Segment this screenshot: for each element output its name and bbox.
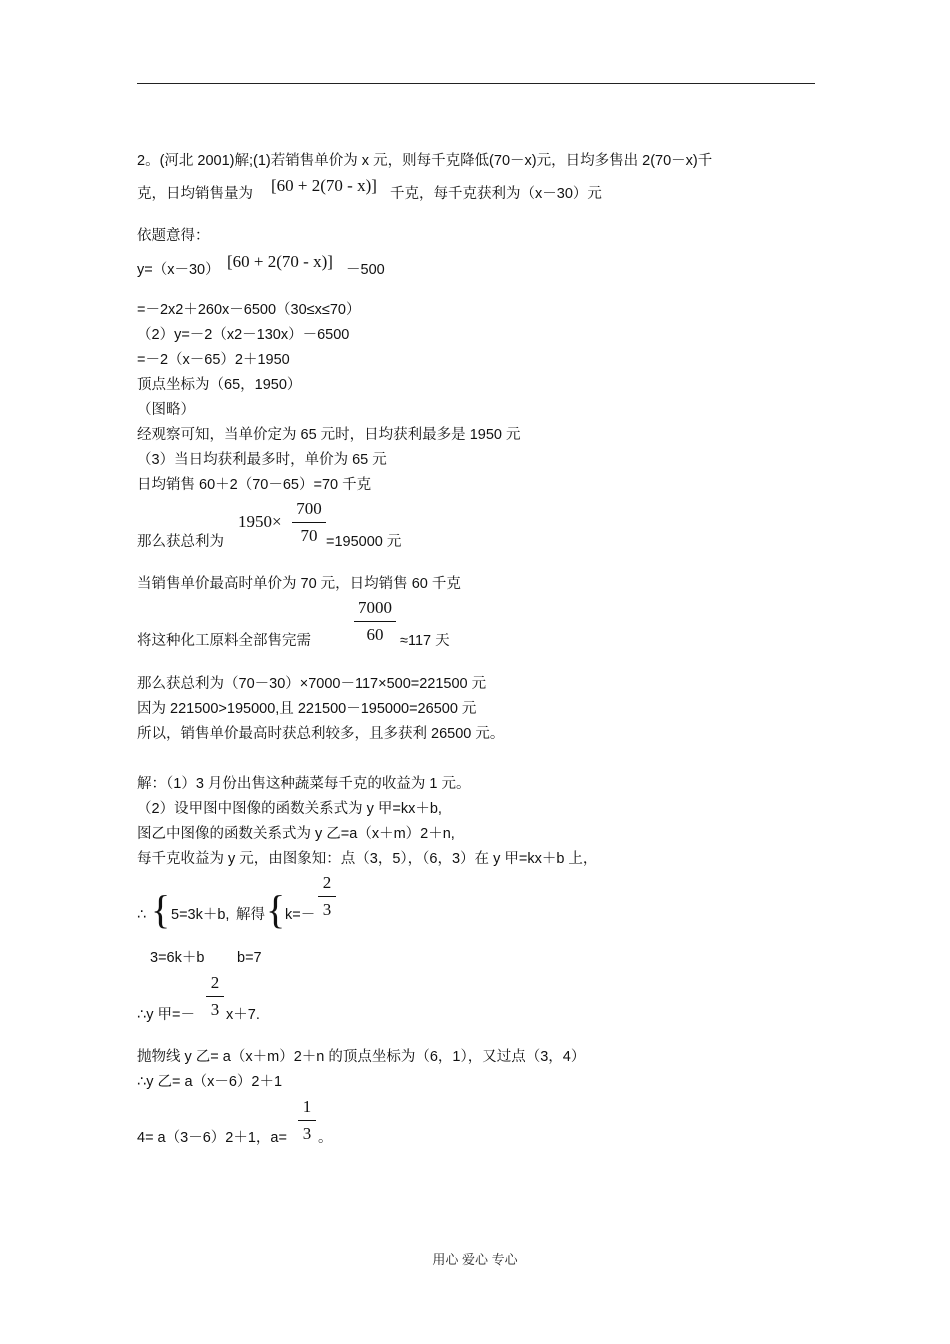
p1-tulue: （图略） xyxy=(137,402,195,418)
p2-eq1: 5=3k＋b, xyxy=(171,907,230,923)
fraction-bar xyxy=(318,896,336,897)
p2-a-fraction xyxy=(298,1096,316,1145)
p1-vertex-form: =－2（x－65）2＋1950 xyxy=(137,352,290,368)
p1-because: 因为 221500>195000,且 221500－195000=26500 元 xyxy=(137,701,477,717)
left-brace-icon: { xyxy=(151,887,171,932)
p2-solve: 解得 xyxy=(236,907,265,923)
p2-a-num: 1 xyxy=(302,1097,312,1116)
p2-therefore: ∴ xyxy=(137,907,147,923)
p1-daily: 日均销售 60＋2（70－65）=70 千克 xyxy=(137,477,372,493)
p2-a-label: 4= a（3－6）2＋1，a= xyxy=(137,1130,287,1146)
p1-q3: （3）当日均获利最多时，单价为 65 元 xyxy=(137,452,387,468)
p2-yyi: ∴y 乙= a（x－6）2＋1 xyxy=(137,1074,283,1090)
fraction-bar xyxy=(292,522,326,523)
p1-expr-a: [60 + 2(70 - x)] xyxy=(271,176,377,195)
p2-b-val: b=7 xyxy=(237,950,262,966)
p1-vertex: 顶点坐标为（65，1950） xyxy=(137,377,302,393)
p2-q2: （2）设甲图中图像的函数关系式为 y 甲=kx＋b, xyxy=(137,801,442,817)
p1-expr-b: [60 + 2(70 - x)] xyxy=(227,252,333,271)
p2-jie: 解：（1）3 月份出售这种蔬菜每千克的收益为 1 元。 xyxy=(137,776,471,792)
p2-points: 每千克收益为 y 元，由图象知：点（3，5），（6，3）在 y 甲=kx＋b 上， xyxy=(137,851,598,867)
p2-yjia-num: 2 xyxy=(210,973,220,992)
p1-profit-label: 那么获总利为 xyxy=(137,534,224,550)
p2-parabola: 抛物线 y 乙= a（x＋m）2＋n 的顶点坐标为（6，1），又过点（3，4） xyxy=(137,1049,586,1065)
p1-y-b: －500 xyxy=(346,262,385,278)
p1-profit-lead: 1950× xyxy=(238,512,282,531)
p1-highest: 当销售单价最高时单价为 70 元，日均销售 60 千克 xyxy=(137,576,461,592)
p1-sell-num: 7000 xyxy=(358,598,392,617)
p1-profit-den: 70 xyxy=(300,526,318,545)
fraction-bar xyxy=(298,1120,316,1121)
p1-profit-num: 700 xyxy=(296,499,322,518)
p1-so: 所以，销售单价最高时获总利较多，且多获利 26500 元。 xyxy=(137,726,505,742)
p1-total2: 那么获总利为（70－30）×7000－117×500=221500 元 xyxy=(137,676,487,692)
p2-k-num: 2 xyxy=(322,873,332,892)
p2-a-den: 3 xyxy=(302,1124,312,1143)
fraction-bar xyxy=(206,996,224,997)
p2-k-den: 3 xyxy=(322,900,332,919)
p1-profit-fraction xyxy=(292,498,326,547)
p2-yi: 图乙中图像的函数关系式为 y 乙=a（x＋m）2＋n, xyxy=(137,826,455,842)
p1-sell-result: ≈117 天 xyxy=(400,633,450,649)
p1-line1: 2。(河北 2001)解;(1)若销售单价为 x 元，则每千克降低(70－x)元，日均多售出 2(70－x)千 xyxy=(137,153,713,169)
p2-yjia-label: ∴y 甲=－ xyxy=(137,1007,195,1023)
p2-yjia-fraction xyxy=(206,972,224,1021)
p1-sell-den: 60 xyxy=(366,625,384,644)
p1-expand: =－2x2＋260x－6500（30≤x≤70） xyxy=(137,302,361,318)
p2-k-label: k=－ xyxy=(285,907,316,923)
p1-q2: （2）y=－2（x2－130x）－6500 xyxy=(137,327,350,343)
header-rule xyxy=(137,83,815,84)
p1-profit-result: =195000 元 xyxy=(326,534,402,550)
page-footer: 用心 爱心 专心 xyxy=(432,1252,518,1267)
p2-yjia-den: 3 xyxy=(210,1000,220,1019)
p2-k-fraction xyxy=(318,872,336,921)
p1-observe: 经观察可知，当单价定为 65 元时，日均获利最多是 1950 元 xyxy=(137,427,521,443)
p1-sell-fraction xyxy=(354,597,396,646)
left-brace-icon: { xyxy=(266,887,286,932)
p1-yiti: 依题意得： xyxy=(137,228,210,244)
p2-eq2: 3=6k＋b xyxy=(150,950,205,966)
p1-sell-label: 将这种化工原料全部售完需 xyxy=(137,633,311,649)
p1-line2-b: 千克，每千克获利为（x－30）元 xyxy=(390,186,602,202)
p1-line2-a: 克，日均销售量为 xyxy=(137,186,253,202)
p2-a-tail: 。 xyxy=(318,1130,333,1146)
p1-y-a: y=（x－30） xyxy=(137,262,220,278)
fraction-bar xyxy=(354,621,396,622)
p2-yjia-tail: x＋7. xyxy=(226,1007,260,1023)
